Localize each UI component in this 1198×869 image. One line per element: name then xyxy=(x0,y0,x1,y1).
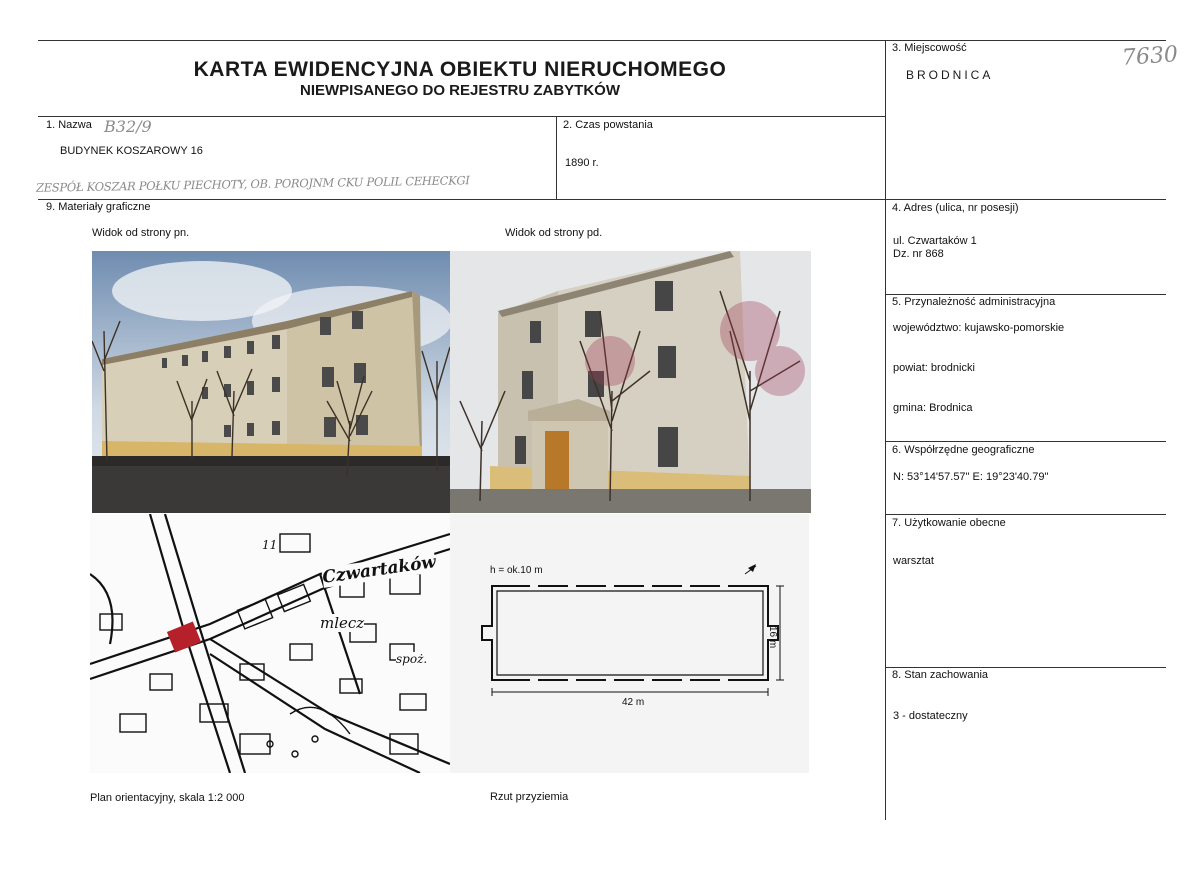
floor-plan xyxy=(450,514,809,773)
locality-value: BRODNICA xyxy=(906,68,994,82)
building-north-photo xyxy=(92,251,450,513)
top-border-line xyxy=(38,40,1166,41)
card-title: KARTA EWIDENCYJNA OBIEKTU NIERUCHOMEGO xyxy=(193,58,727,81)
condition-value: 3 - dostateczny xyxy=(893,710,968,722)
photo-north-view xyxy=(92,251,450,513)
address-parcel: Dz. nr 868 xyxy=(893,248,944,260)
building-south-photo xyxy=(450,251,811,513)
coords-label: 6. Współrzędne geograficzne xyxy=(892,444,1035,456)
sep-coords xyxy=(885,441,1166,442)
date-value: 1890 r. xyxy=(565,157,599,169)
sep-usage xyxy=(885,514,1166,515)
address-street: ul. Czwartaków 1 xyxy=(893,235,977,247)
admin-commune: gmina: Brodnica xyxy=(893,402,973,414)
map-label-spoz: spoż. xyxy=(396,652,428,666)
plan-height-note: h = ok.10 m xyxy=(490,565,543,576)
admin-county: powiat: brodnicki xyxy=(893,362,975,374)
plan-length-dimension: 42 m xyxy=(622,697,645,708)
caption-map: Plan orientacyjny, skala 1:2 000 xyxy=(90,792,245,804)
main-divider xyxy=(885,40,886,820)
date-label: 2. Czas powstania xyxy=(563,119,653,131)
plan-width-dimension: 16 m xyxy=(767,626,778,649)
usage-label: 7. Użytkowanie obecne xyxy=(892,517,1006,529)
graphics-label: 9. Materiały graficzne xyxy=(46,201,151,213)
handwritten-name-code: B32/9 xyxy=(104,117,152,136)
sep-admin xyxy=(885,294,1166,295)
map-street-label: Czwartaków xyxy=(321,552,438,588)
caption-photo-south: Widok od strony pd. xyxy=(505,227,603,239)
condition-label: 8. Stan zachowania xyxy=(892,669,989,681)
orientation-map-drawing xyxy=(90,514,450,773)
caption-plan: Rzut przyziemia xyxy=(490,791,569,803)
locality-label: 3. Miejscowość xyxy=(892,42,967,54)
map-label-mlecz: mlecz xyxy=(320,614,365,632)
floor-plan-drawing xyxy=(450,514,809,773)
address-label: 4. Adres (ulica, nr posesji) xyxy=(892,202,1019,214)
caption-photo-north: Widok od strony pn. xyxy=(92,227,190,239)
name-section-bottom-line xyxy=(38,199,1166,200)
photo-south-view xyxy=(450,251,811,513)
admin-label: 5. Przynależność administracyjna xyxy=(892,296,1056,308)
name-date-divider xyxy=(556,116,557,199)
header-bottom-line xyxy=(38,116,886,117)
usage-value: warsztat xyxy=(893,555,934,567)
card-subtitle: NIEWPISANEGO DO REJESTRU ZABYTKÓW xyxy=(299,82,621,99)
name-value: BUDYNEK KOSZAROWY 16 xyxy=(60,145,203,157)
name-label: 1. Nazwa xyxy=(46,119,92,131)
handwritten-catalog-number: 7630 xyxy=(1121,42,1179,71)
location-map xyxy=(90,514,450,773)
handwritten-complex-note: ZESPÓŁ KOSZAR POŁKU PIECHOTY, OB. POROJNM CKU POLIL CEHECKGI xyxy=(35,173,470,195)
admin-voivodeship: województwo: kujawsko-pomorskie xyxy=(893,322,1065,334)
sep-condition xyxy=(885,667,1166,668)
map-building-highlight xyxy=(167,622,201,653)
coords-value: N: 53°14'57.57" E: 19°23'40.79" xyxy=(893,471,1049,483)
map-label-number: 11 xyxy=(262,538,278,552)
